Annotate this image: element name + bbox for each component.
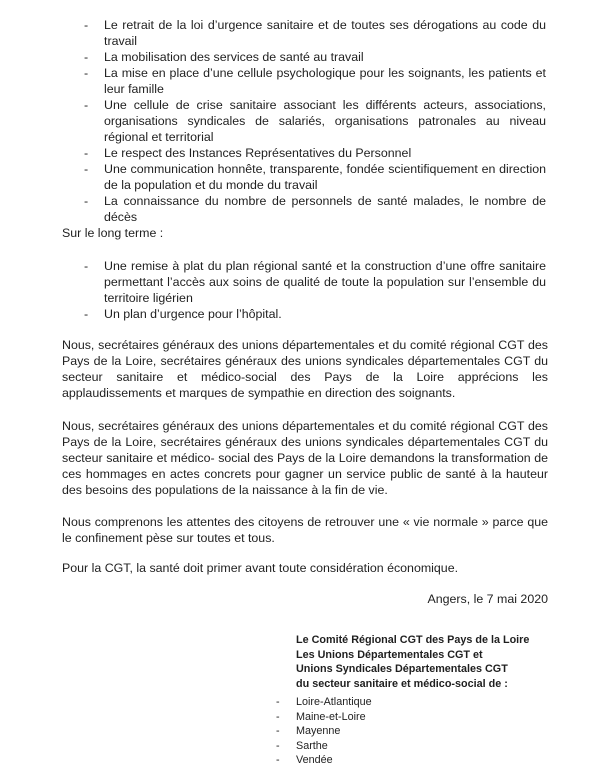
list-item: - Maine-et-Loire xyxy=(276,710,366,723)
list-item: - Loire-Atlantique xyxy=(276,696,372,708)
dash-bullet: - xyxy=(84,194,89,208)
list-item: - Sarthe xyxy=(276,739,328,752)
list-item: - Le retrait de la loi d’urgence sanitaire et de toutes ses dérogations au code du travail xyxy=(84,18,546,48)
dash-bullet: - xyxy=(84,50,89,64)
dash-bullet: - xyxy=(276,754,280,766)
date-line: Angers, le 7 mai 2020 xyxy=(427,592,548,606)
list-item: - Une cellule de crise sanitaire associant les différents acteurs, associations, organisations syndicales de salariés, organisations patronales au niveau régional et territorial xyxy=(84,98,546,144)
list-item: - La mise en place d’une cellule psychologique pour les soignants, les patients et leur famille xyxy=(84,66,546,96)
signature-line: du secteur sanitaire et médico-social de : xyxy=(296,677,508,690)
list-item: - Une communication honnête, transparente, fondée scientifiquement en direction de la population et du monde du travail xyxy=(84,162,546,192)
departments-list xyxy=(276,695,372,768)
dash-bullet: - xyxy=(276,696,280,708)
signature-line: Le Comité Régional CGT des Pays de la Loire xyxy=(296,634,530,646)
dash-bullet: - xyxy=(276,739,280,752)
dash-bullet: - xyxy=(84,18,89,32)
paragraph-health-first: Pour la CGT, la santé doit primer avant toute considération économique. xyxy=(62,561,459,575)
paragraph-normal-life: Nous comprenons les attentes des citoyens de retrouver une « vie normale » parce que le confinement pèse sur toutes et tous. xyxy=(62,515,548,545)
list-item: - Vendée xyxy=(276,754,333,766)
long-term-list xyxy=(84,258,546,322)
list-item: - La connaissance du nombre de personnels de santé malades, le nombre de décès xyxy=(84,194,546,224)
list-item: - La mobilisation des services de santé au travail xyxy=(84,50,364,64)
dash-bullet: - xyxy=(276,710,280,723)
immediate-demands-list xyxy=(84,17,546,225)
paragraph-demands: Nous, secrétaires généraux des unions départementales et du comité régional CGT des Pays de la Loire, secrétaires généraux des unions syndicales départementales CGT du secteur sanitaire et médico- social des Pays de la Loire demandons la transformation de ces hommages en actes concrets pour gagner un service public de santé à la hauteur des besoins des populations de la naissance à la fin de vie. xyxy=(62,419,548,497)
signature-line: Unions Syndicales Départementales CGT xyxy=(296,663,508,675)
list-item: - Un plan d’urgence pour l’hôpital. xyxy=(84,307,282,321)
dash-bullet: - xyxy=(84,146,89,160)
dash-bullet: - xyxy=(84,66,89,80)
dash-bullet: - xyxy=(276,725,280,737)
list-item: - Le respect des Instances Représentatives du Personnel xyxy=(84,146,412,160)
list-item: - Une remise à plat du plan régional santé et la construction d’une offre sanitaire permettant l’accès aux soins de qualité de toute la population sur l’ensemble du territoire ligérien xyxy=(84,259,546,305)
list-item: - Mayenne xyxy=(276,725,341,737)
signature-block xyxy=(296,633,576,691)
dash-bullet: - xyxy=(84,162,89,176)
long-term-heading: Sur le long terme : xyxy=(62,226,164,240)
paragraph-appreciation: Nous, secrétaires généraux des unions départementales et du comité régional CGT des Pays de la Loire, secrétaires généraux des unions syndicales départementales CGT du secteur sanitaire et médico-social des Pays de la Loire apprécions les applaudissements et marques de sympathie en direction des soignants. xyxy=(62,338,548,400)
signature-line: Les Unions Départementales CGT et xyxy=(296,648,483,661)
dash-bullet: - xyxy=(84,259,89,273)
dash-bullet: - xyxy=(84,98,89,112)
dash-bullet: - xyxy=(84,307,89,321)
